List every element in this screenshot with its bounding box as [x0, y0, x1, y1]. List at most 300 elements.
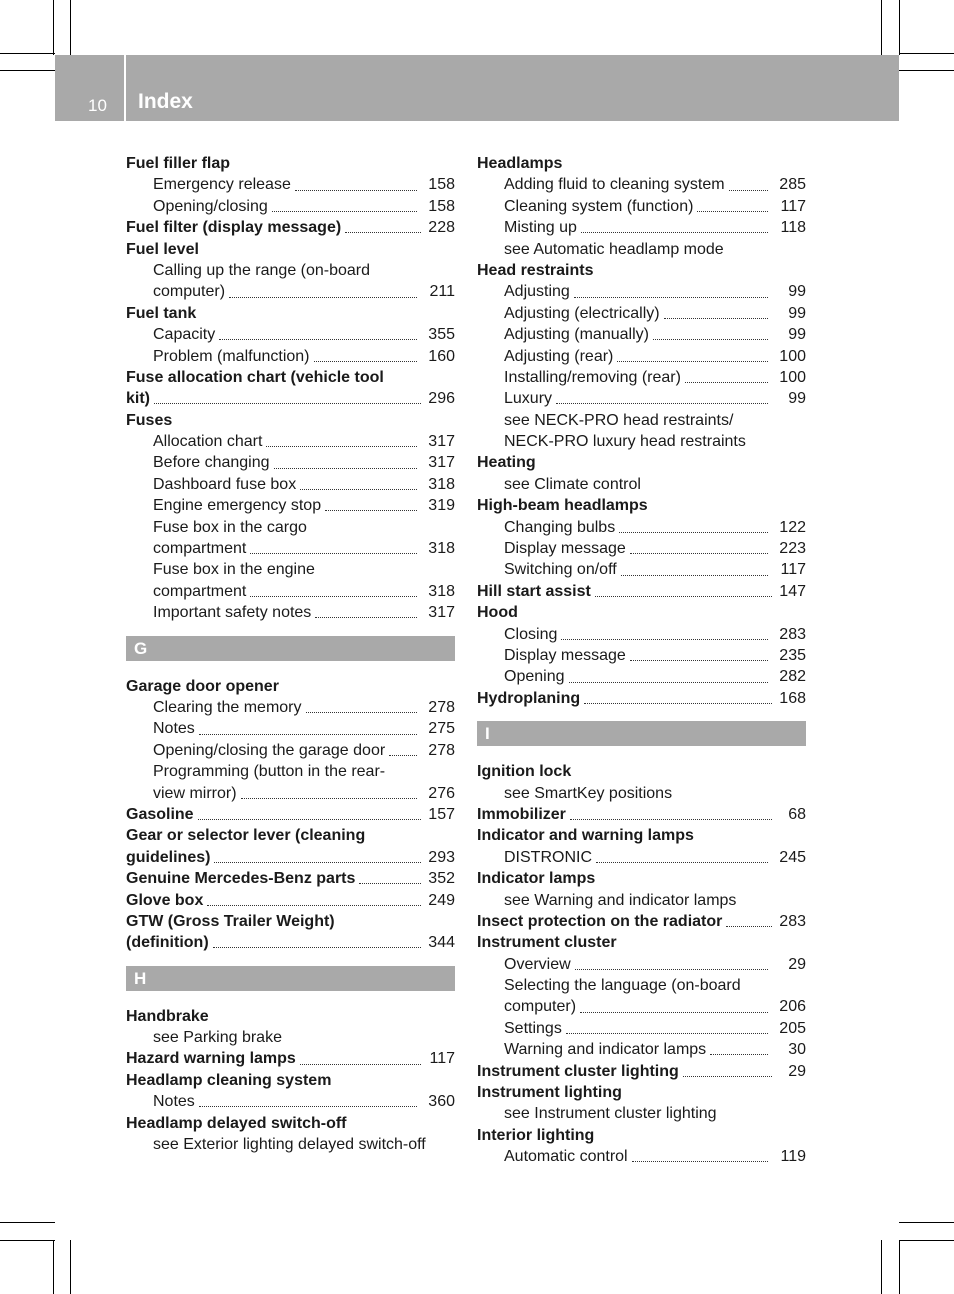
section-header-i: I [477, 721, 806, 746]
leader-dots [617, 361, 768, 362]
index-subentry [126, 740, 455, 761]
leader-dots [569, 682, 769, 683]
page-reference[interactable]: 99 [788, 304, 806, 322]
leader-dots [250, 553, 417, 554]
page-reference[interactable]: 99 [788, 283, 806, 301]
index-entry [126, 911, 455, 932]
entry-text: Adjusting (electrically) [504, 304, 660, 322]
index-entry [477, 602, 806, 623]
crop-mark [53, 1240, 54, 1294]
entry-text: Garage door opener [126, 677, 279, 695]
index-subentry [477, 996, 806, 1017]
entry-text: Notes [153, 1093, 195, 1111]
index-subentry [477, 367, 806, 388]
section-header-h: H [126, 966, 455, 991]
leader-dots [683, 1076, 772, 1077]
entry-text: Settings [504, 1019, 562, 1037]
index-entry [126, 676, 455, 697]
leader-dots [229, 297, 417, 298]
index-subentry [477, 431, 806, 452]
page-reference[interactable]: 344 [428, 934, 455, 952]
leader-dots [729, 190, 768, 191]
index-subentry [477, 954, 806, 975]
leader-dots [697, 211, 768, 212]
entry-text: Display message [504, 646, 626, 664]
entry-text: Luxury [504, 390, 553, 408]
entry-text: Fuel filler flap [126, 155, 231, 172]
page-reference[interactable]: 285 [779, 176, 806, 194]
entry-text: Headlamps [477, 155, 563, 172]
crop-mark [0, 1240, 55, 1241]
page-reference[interactable]: 100 [779, 368, 806, 386]
page-reference[interactable]: 99 [788, 326, 806, 344]
page-reference[interactable]: 318 [428, 475, 455, 493]
entry-text: see Climate control [504, 475, 641, 493]
index-entry [126, 825, 455, 846]
page-reference[interactable]: 158 [428, 197, 455, 215]
leader-dots [389, 755, 417, 756]
index-subentry [477, 783, 806, 804]
entry-text: Headlamp delayed switch-off [126, 1114, 347, 1132]
page-reference[interactable]: 211 [429, 283, 455, 301]
entry-text: Hood [477, 604, 518, 622]
index-entry [126, 410, 455, 431]
index-subentry [477, 474, 806, 495]
entry-text: Clearing the memory [153, 698, 302, 716]
crop-mark [0, 1222, 55, 1223]
entry-text: Switching on/off [504, 561, 617, 579]
entry-text: Dashboard fuse box [153, 475, 297, 493]
entry-text: DISTRONIC [504, 848, 592, 866]
index-subentry [126, 718, 455, 739]
entry-text: Immobilizer [477, 805, 566, 823]
index-entry [477, 1125, 806, 1146]
leader-dots [581, 232, 768, 233]
page-reference[interactable]: 147 [779, 582, 806, 600]
page-reference[interactable]: 168 [779, 689, 806, 707]
index-entry [477, 688, 806, 709]
page-reference[interactable]: 352 [428, 870, 455, 888]
index-column-left [126, 153, 455, 1155]
entry-text: Notes [153, 720, 195, 738]
crop-mark [899, 0, 900, 55]
index-subentry [477, 538, 806, 559]
leader-dots [274, 468, 417, 469]
index-subentry [126, 581, 455, 602]
index-entry [126, 1048, 455, 1069]
section-header-g: G [126, 636, 455, 661]
leader-dots [345, 232, 421, 233]
index-subentry [477, 388, 806, 409]
entry-text: Calling up the range (on-board [153, 261, 371, 279]
page-reference[interactable]: 30 [788, 1041, 806, 1059]
index-subentry [477, 324, 806, 345]
index-entry [126, 1070, 455, 1091]
index-subentry [126, 538, 455, 559]
index-entry [126, 367, 455, 388]
entry-text: see Instrument cluster lighting [504, 1105, 717, 1123]
page-reference[interactable]: 317 [428, 454, 455, 472]
page-reference[interactable]: 317 [428, 433, 455, 451]
page-reference[interactable]: 296 [428, 390, 455, 408]
index-subentry [477, 1039, 806, 1060]
index-entry [477, 495, 806, 516]
crop-mark [53, 0, 54, 55]
entry-text: Handbrake [126, 1007, 209, 1025]
entry-text: Opening/closing [153, 197, 268, 215]
index-subentry [477, 410, 806, 431]
entry-text: Interior lighting [477, 1126, 595, 1144]
entry-text: Programming (button in the rear- [153, 763, 386, 781]
index-entry [126, 239, 455, 260]
leader-dots [295, 190, 417, 191]
entry-text: see SmartKey positions [504, 784, 673, 802]
page-reference[interactable]: 276 [428, 784, 455, 802]
entry-text: Instrument lighting [477, 1084, 622, 1102]
entry-text: Capacity [153, 326, 216, 344]
index-subentry [126, 495, 455, 516]
page-reference[interactable]: 318 [428, 582, 455, 600]
leader-dots [556, 403, 768, 404]
index-subentry [126, 324, 455, 345]
index-entry [477, 452, 806, 473]
entry-text: Gear or selector lever (cleaning [126, 827, 366, 845]
page-reference[interactable]: 206 [779, 998, 806, 1016]
entry-text: Opening [504, 668, 565, 686]
page-reference[interactable]: 249 [428, 891, 455, 909]
page-reference[interactable]: 282 [779, 668, 806, 686]
entry-text: computer) [504, 998, 577, 1016]
leader-dots [272, 211, 417, 212]
leader-dots [595, 596, 772, 597]
page-reference[interactable]: 117 [429, 1050, 455, 1068]
entry-text: Engine emergency stop [153, 497, 322, 515]
index-entry [126, 1006, 455, 1027]
entry-text: Before changing [153, 454, 270, 472]
index-subentry [126, 1027, 455, 1048]
page-reference[interactable]: 283 [779, 912, 806, 930]
index-entry [477, 932, 806, 953]
crop-mark [899, 1240, 954, 1241]
entry-text: kit) [126, 390, 150, 408]
page-reference[interactable]: 119 [780, 1148, 806, 1166]
page-reference[interactable]: 293 [428, 848, 455, 866]
entry-text: Fuse box in the cargo [153, 518, 307, 536]
page-reference[interactable]: 278 [428, 741, 455, 759]
page-reference[interactable]: 29 [788, 1062, 806, 1080]
index-subentry [126, 559, 455, 580]
entry-text: Hill start assist [477, 582, 591, 600]
index-entry [126, 932, 455, 953]
index-subentry [126, 697, 455, 718]
page-reference[interactable]: 283 [779, 625, 806, 643]
index-subentry [477, 517, 806, 538]
leader-dots [314, 361, 418, 362]
leader-dots [154, 403, 421, 404]
index-subentry [126, 1091, 455, 1112]
leader-dots [566, 1033, 768, 1034]
leader-dots [214, 862, 421, 863]
entry-text: (definition) [126, 934, 209, 952]
leader-dots [664, 318, 768, 319]
leader-dots [250, 596, 417, 597]
entry-text: High-beam headlamps [477, 497, 648, 515]
entry-text: Closing [504, 625, 558, 643]
index-entry [477, 825, 806, 846]
page-title: Index [138, 90, 193, 113]
leader-dots [710, 1054, 768, 1055]
entry-text: see NECK-PRO head restraints/ [504, 411, 734, 429]
leader-dots [570, 819, 772, 820]
page-reference[interactable]: 318 [428, 540, 455, 558]
index-subentry [477, 890, 806, 911]
index-entry [477, 868, 806, 889]
leader-dots [306, 712, 418, 713]
leader-dots [580, 1012, 768, 1013]
page-reference[interactable]: 235 [779, 646, 806, 664]
index-subentry [477, 847, 806, 868]
entry-text: Indicator lamps [477, 870, 596, 888]
leader-dots [630, 553, 768, 554]
page-reference[interactable]: 205 [779, 1019, 806, 1037]
index-subentry [126, 783, 455, 804]
index-subentry [477, 624, 806, 645]
index-subentry [477, 559, 806, 580]
page-reference[interactable]: 157 [428, 805, 455, 823]
index-subentry [477, 1146, 806, 1167]
index-entry [126, 388, 455, 409]
leader-dots [266, 446, 417, 447]
entry-text: Fuel filter (display message) [126, 219, 342, 237]
crop-mark [881, 0, 882, 55]
leader-dots [653, 339, 768, 340]
leader-dots [241, 798, 417, 799]
index-subentry [126, 761, 455, 782]
page-reference[interactable]: 68 [788, 805, 806, 823]
entry-text: Genuine Mercedes-Benz parts [126, 870, 356, 888]
index-entry [477, 1082, 806, 1103]
page-reference[interactable]: 117 [780, 561, 806, 579]
leader-dots [359, 883, 421, 884]
page-reference[interactable]: 278 [428, 698, 455, 716]
index-entry [477, 911, 806, 932]
index-entry [477, 804, 806, 825]
index-entry [126, 1113, 455, 1134]
entry-text: see Parking brake [153, 1029, 282, 1047]
entry-text: Headlamp cleaning system [126, 1071, 332, 1089]
index-entry [126, 217, 455, 238]
entry-text: Glove box [126, 891, 204, 909]
index-entry [477, 761, 806, 782]
index-subentry [477, 174, 806, 195]
entry-text: Indicator and warning lamps [477, 827, 694, 845]
page-reference[interactable]: 223 [779, 540, 806, 558]
entry-text: NECK-PRO luxury head restraints [504, 433, 746, 451]
index-subentry [126, 452, 455, 473]
entry-text: Adjusting (rear) [504, 347, 614, 365]
entry-text: Hydroplaning [477, 689, 581, 707]
entry-text: see Automatic headlamp mode [504, 240, 724, 258]
index-subentry [477, 196, 806, 217]
leader-dots [574, 297, 768, 298]
entry-text: Overview [504, 955, 571, 973]
leader-dots [219, 339, 417, 340]
leader-dots [325, 510, 417, 511]
entry-text: Installing/removing (rear) [504, 368, 681, 386]
index-entry [477, 260, 806, 281]
index-column-right [477, 153, 806, 1168]
page-reference[interactable]: 245 [779, 848, 806, 866]
leader-dots [199, 1106, 417, 1107]
index-entry [477, 153, 806, 174]
entry-text: compartment [153, 540, 247, 558]
leader-dots [685, 382, 768, 383]
crop-mark [899, 53, 954, 54]
crop-mark [0, 53, 55, 54]
index-subentry [477, 975, 806, 996]
entry-text: Instrument cluster [477, 934, 617, 952]
index-subentry [126, 1134, 455, 1155]
index-entry [477, 1061, 806, 1082]
entry-text: Changing bulbs [504, 518, 616, 536]
page-reference[interactable]: 158 [428, 176, 455, 194]
leader-dots [596, 862, 768, 863]
entry-text: Fuses [126, 411, 173, 429]
page-reference[interactable]: 355 [428, 326, 455, 344]
index-subentry [126, 517, 455, 538]
leader-dots [315, 617, 417, 618]
entry-text: see Warning and indicator lamps [504, 891, 737, 909]
entry-text: Misting up [504, 219, 577, 237]
page-reference[interactable]: 117 [780, 197, 806, 215]
leader-dots [198, 819, 421, 820]
entry-text: Head restraints [477, 261, 594, 279]
crop-mark [0, 70, 55, 71]
leader-dots [561, 639, 768, 640]
leader-dots [575, 969, 768, 970]
index-subentry [477, 1103, 806, 1124]
index-subentry [126, 281, 455, 302]
page-reference[interactable]: 99 [788, 390, 806, 408]
entry-text: Adjusting [504, 283, 570, 301]
leader-dots [630, 660, 768, 661]
index-subentry [126, 196, 455, 217]
page-reference[interactable]: 160 [428, 347, 455, 365]
page-reference[interactable]: 29 [788, 955, 806, 973]
crop-mark [70, 1240, 71, 1294]
entry-text: GTW (Gross Trailer Weight) [126, 912, 335, 930]
leader-dots [632, 1161, 768, 1162]
entry-text: Problem (malfunction) [153, 347, 310, 365]
index-subentry [126, 431, 455, 452]
index-entry [126, 153, 455, 174]
crop-mark [70, 0, 71, 55]
index-entry [126, 890, 455, 911]
entry-text: Gasoline [126, 805, 194, 823]
entry-text: Warning and indicator lamps [504, 1041, 707, 1059]
page-reference[interactable]: 118 [780, 219, 806, 237]
header-divider [124, 55, 126, 121]
entry-text: Automatic control [504, 1148, 628, 1166]
page-reference[interactable]: 228 [428, 219, 455, 237]
page-number: 10 [88, 96, 107, 115]
entry-text: guidelines) [126, 848, 211, 866]
index-entry [126, 303, 455, 324]
entry-text: Adjusting (manually) [504, 326, 649, 344]
page-reference[interactable]: 360 [428, 1093, 455, 1111]
index-subentry [126, 260, 455, 281]
leader-dots [199, 734, 417, 735]
page-reference[interactable]: 100 [779, 347, 806, 365]
index-subentry [477, 303, 806, 324]
leader-dots [213, 947, 421, 948]
leader-dots [584, 703, 772, 704]
index-subentry [477, 239, 806, 260]
entry-text: Important safety notes [153, 604, 312, 622]
entry-text: Selecting the language (on-board [504, 977, 741, 995]
page-reference[interactable]: 319 [428, 497, 455, 515]
crop-mark [899, 1240, 900, 1294]
leader-dots [726, 926, 772, 927]
entry-text: Display message [504, 540, 626, 558]
entry-text: Opening/closing the garage door [153, 741, 386, 759]
entry-text: Insect protection on the radiator [477, 912, 723, 930]
entry-text: Adding fluid to cleaning system [504, 176, 725, 194]
crop-mark [899, 70, 954, 71]
entry-text: computer) [153, 283, 226, 301]
entry-text: Fuel level [126, 240, 199, 258]
leader-dots [300, 489, 417, 490]
entry-text: Emergency release [153, 176, 291, 194]
entry-text: Heating [477, 454, 536, 472]
index-subentry [477, 1018, 806, 1039]
index-subentry [126, 346, 455, 367]
leader-dots [621, 575, 768, 576]
index-subentry [477, 281, 806, 302]
crop-mark [881, 1240, 882, 1294]
entry-text: Ignition lock [477, 763, 572, 781]
index-entry [126, 804, 455, 825]
entry-text: Cleaning system (function) [504, 197, 694, 215]
crop-mark [899, 1222, 954, 1223]
leader-dots [619, 532, 768, 533]
index-subentry [477, 645, 806, 666]
entry-text: compartment [153, 582, 247, 600]
index-entry [126, 847, 455, 868]
page-reference[interactable]: 275 [428, 720, 455, 738]
entry-text: Fuse box in the engine [153, 561, 315, 579]
index-entry [126, 868, 455, 889]
entry-text: Hazard warning lamps [126, 1050, 296, 1068]
index-subentry [126, 174, 455, 195]
page-reference[interactable]: 122 [779, 518, 806, 536]
entry-text: see Exterior lighting delayed switch-off [153, 1136, 426, 1154]
leader-dots [300, 1064, 421, 1065]
index-subentry [126, 602, 455, 623]
index-subentry [126, 474, 455, 495]
index-subentry [477, 217, 806, 238]
index-subentry [477, 666, 806, 687]
index-subentry [477, 346, 806, 367]
entry-text: Fuse allocation chart (vehicle tool [126, 368, 384, 386]
entry-text: Instrument cluster lighting [477, 1062, 679, 1080]
index-entry [477, 581, 806, 602]
page-reference[interactable]: 317 [428, 604, 455, 622]
leader-dots [207, 905, 421, 906]
entry-text: Fuel tank [126, 304, 197, 322]
entry-text: Allocation chart [153, 433, 263, 451]
entry-text: view mirror) [153, 784, 237, 802]
